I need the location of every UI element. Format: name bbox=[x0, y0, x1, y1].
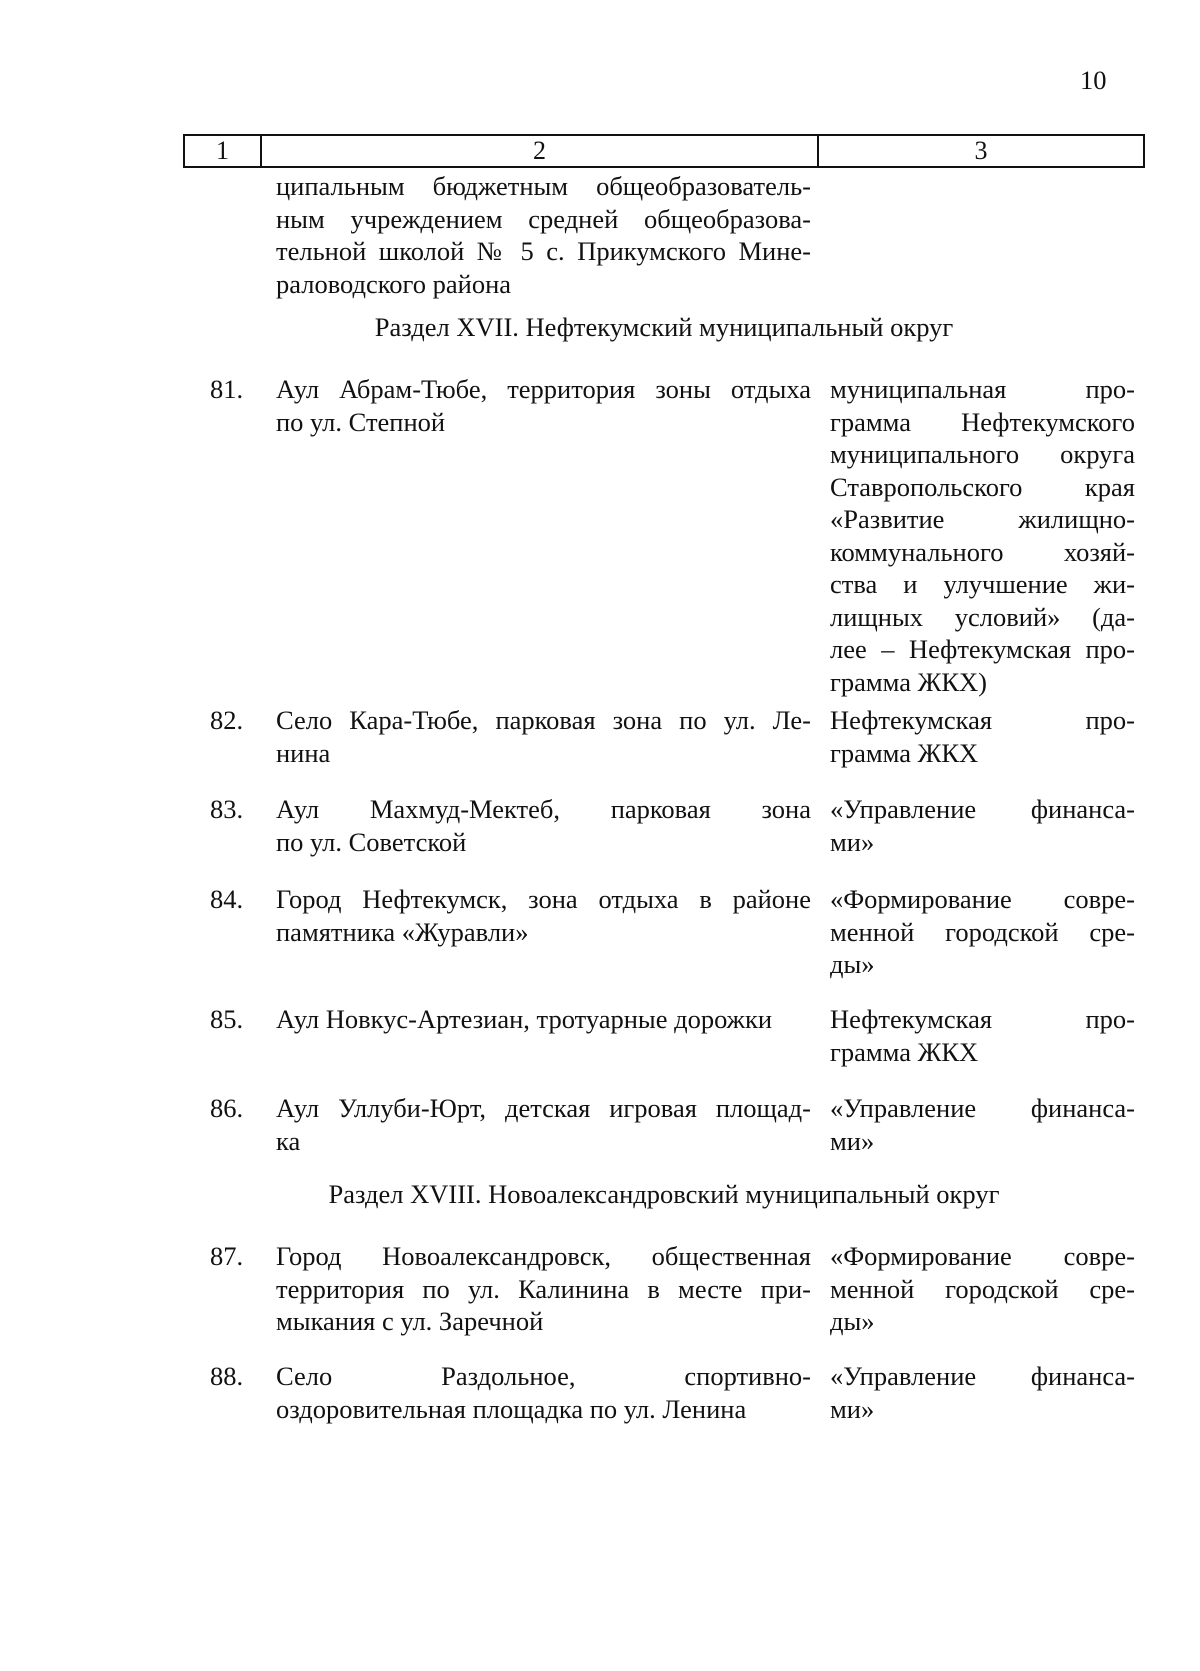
header-col-2: 2 bbox=[262, 136, 819, 166]
row-number: 85. bbox=[210, 1004, 244, 1034]
row-number: 83. bbox=[210, 794, 244, 824]
program-line: менной городской сре- bbox=[830, 916, 1135, 947]
program-line: коммунального хозяй- bbox=[830, 536, 1135, 567]
location-line: Аул Новкус-Артезиан, тротуарные дорожки bbox=[276, 1004, 773, 1034]
location-line: Аул Махмуд-Мектеб, парковая зона bbox=[276, 794, 811, 824]
row-location bbox=[276, 883, 811, 948]
location-line: Город Нефтекумск, зона отдыха в районе bbox=[276, 884, 811, 914]
program-line: муниципального округа bbox=[830, 439, 1135, 469]
row-location bbox=[276, 1360, 811, 1425]
program-line: «Развитие жилищно- bbox=[830, 504, 1135, 534]
program-line: грамма ЖКХ) bbox=[830, 666, 988, 697]
program-line: менной городской сре- bbox=[830, 1273, 1135, 1304]
row-number: 82. bbox=[210, 705, 244, 735]
program-line: муниципальная про- bbox=[830, 374, 1135, 404]
continuation-line: тельной школой № 5 с. Прикумского Мине- bbox=[276, 236, 811, 266]
location-line: оздоровительная площадка по ул. Ленина bbox=[276, 1393, 747, 1424]
row-program bbox=[830, 1360, 1135, 1425]
location-line: памятника «Журавли» bbox=[276, 916, 529, 947]
continuation-line: ным учреждением средней общеобразова- bbox=[276, 203, 811, 234]
row-location bbox=[276, 373, 811, 438]
row-program bbox=[830, 1003, 1135, 1068]
program-line: «Управление финанса- bbox=[830, 794, 1135, 824]
program-line: Нефтекумская про- bbox=[830, 1004, 1135, 1034]
program-line: ды» bbox=[830, 949, 875, 979]
location-line: нина bbox=[276, 737, 331, 768]
program-line: «Формирование совре- bbox=[830, 1241, 1135, 1271]
row-number: 84. bbox=[210, 884, 244, 914]
program-line: лее – Нефтекумская про- bbox=[830, 634, 1135, 664]
row-number: 81. bbox=[210, 374, 244, 404]
row-number: 88. bbox=[210, 1361, 244, 1391]
row-location bbox=[276, 1240, 811, 1338]
location-line: Село Раздольное, спортивно- bbox=[276, 1361, 811, 1391]
location-line: ка bbox=[276, 1125, 301, 1156]
row-program bbox=[830, 704, 1135, 769]
location-line: Село Кара-Тюбе, парковая зона по ул. Ле- bbox=[276, 705, 811, 735]
location-line: по ул. Степной bbox=[276, 406, 446, 437]
row-program bbox=[830, 793, 1135, 858]
program-line: Ставропольского края bbox=[830, 471, 1135, 502]
section-title: Раздел XVIII. Новоалександровский муниципальный округ bbox=[328, 1179, 1000, 1209]
program-line: «Формирование совре- bbox=[830, 884, 1135, 914]
page-number: 10 bbox=[1080, 65, 1107, 95]
section-title: Раздел XVII. Нефтекумский муниципальный округ bbox=[374, 312, 954, 342]
row-location bbox=[276, 1092, 811, 1157]
location-line: Аул Уллуби-Юрт, детская игровая площад- bbox=[276, 1093, 811, 1123]
table-header bbox=[183, 134, 1145, 168]
row-location bbox=[276, 704, 811, 769]
header-col-3: 3 bbox=[974, 136, 988, 165]
continuation-line: ципальным бюджетным общеобразователь- bbox=[276, 171, 811, 201]
program-line: «Управление финанса- bbox=[830, 1093, 1135, 1123]
location-line: Аул Абрам-Тюбе, территория зоны отдыха bbox=[276, 374, 811, 404]
row-number: 86. bbox=[210, 1093, 244, 1123]
row-location bbox=[276, 793, 811, 858]
continuation-line: раловодского района bbox=[276, 268, 512, 299]
row-program bbox=[830, 373, 1135, 698]
program-line: грамма ЖКХ bbox=[830, 737, 979, 768]
location-line: по ул. Советской bbox=[276, 826, 467, 857]
row-number: 87. bbox=[210, 1241, 244, 1271]
location-line: Город Новоалександровск, общественная bbox=[276, 1241, 811, 1271]
program-line: ды» bbox=[830, 1306, 875, 1336]
row-location bbox=[276, 1003, 811, 1036]
row-program bbox=[830, 1240, 1135, 1338]
row-program bbox=[830, 1092, 1135, 1157]
program-line: грамма Нефтекумского bbox=[830, 406, 1135, 437]
continuation-text bbox=[276, 170, 811, 300]
program-line: ства и улучшение жи- bbox=[830, 569, 1135, 599]
program-line: лищных условий» (да- bbox=[830, 601, 1135, 632]
program-line: ми» bbox=[830, 1393, 875, 1424]
header-col-1: 1 bbox=[185, 136, 262, 166]
program-line: ми» bbox=[830, 1125, 875, 1156]
program-line: Нефтекумская про- bbox=[830, 705, 1135, 735]
program-line: «Управление финанса- bbox=[830, 1361, 1135, 1391]
location-line: мыкания с ул. Заречной bbox=[276, 1306, 544, 1336]
row-program bbox=[830, 883, 1135, 981]
location-line: территория по ул. Калинина в месте при- bbox=[276, 1273, 811, 1304]
program-line: ми» bbox=[830, 826, 875, 857]
program-line: грамма ЖКХ bbox=[830, 1036, 979, 1067]
